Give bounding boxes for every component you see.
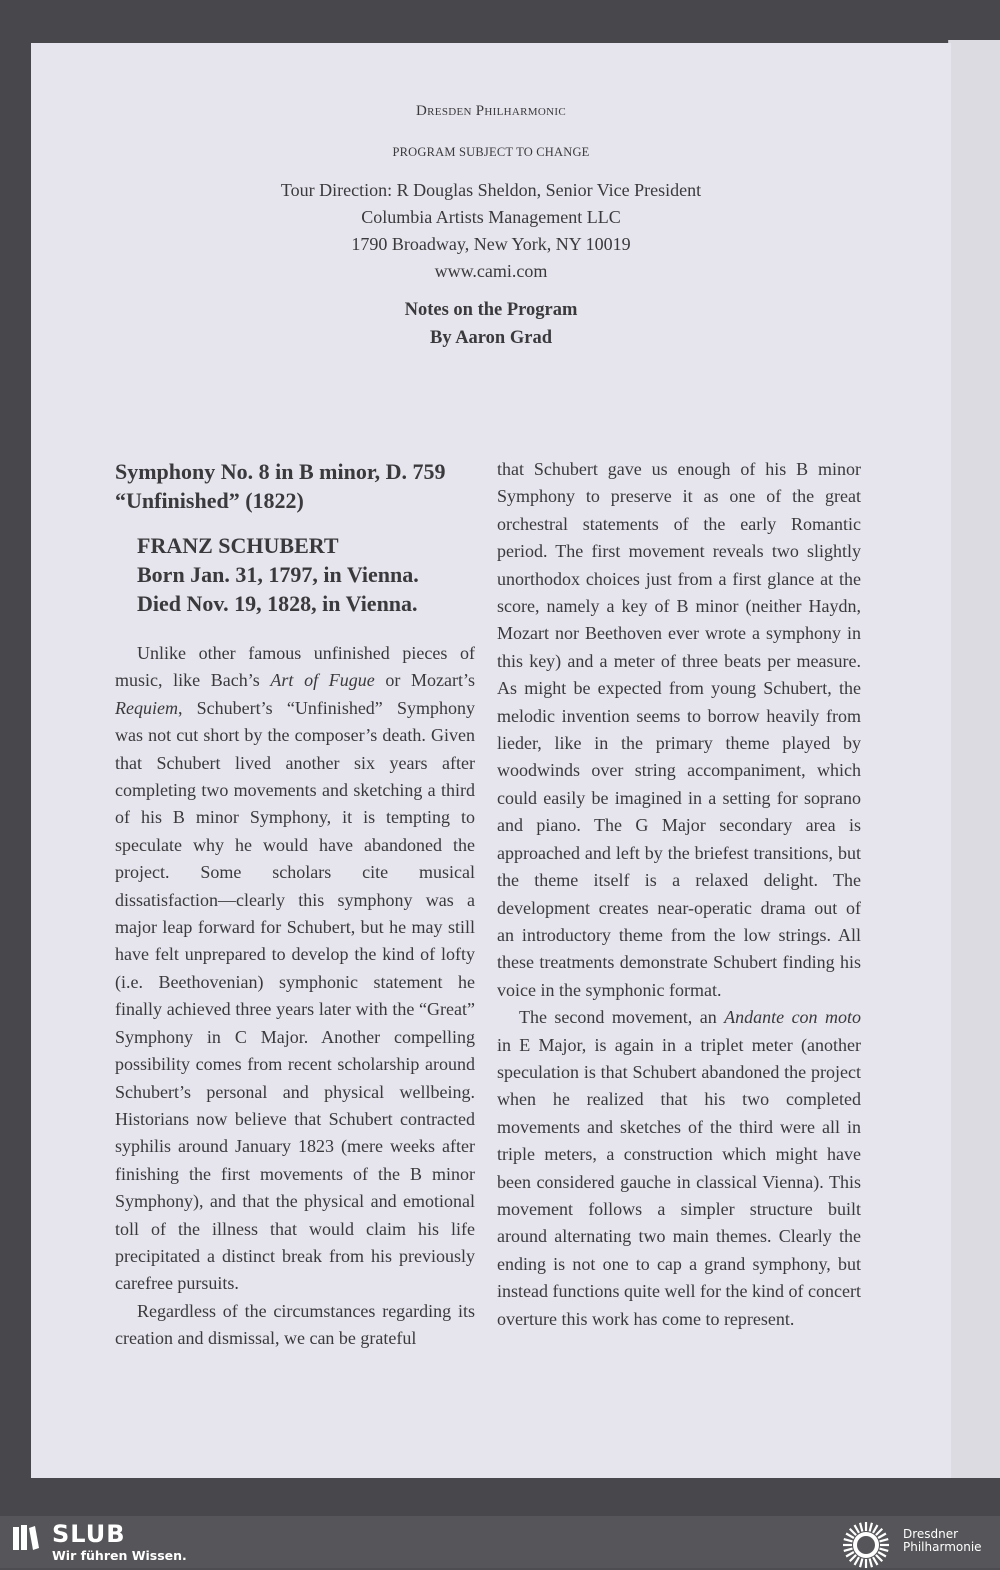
seal-ray: [870, 1523, 872, 1532]
seal-ray: [850, 1555, 856, 1561]
partner-logo-text[interactable]: [903, 1528, 982, 1554]
seal-ray: [880, 1549, 889, 1551]
essay-text: or Mozart’s: [374, 670, 475, 691]
seal-ray: [878, 1534, 886, 1539]
notes-heading: [31, 296, 951, 352]
piece-title-line2: “Unfinished” (1822): [115, 488, 304, 513]
piece-title: [115, 457, 475, 515]
seal-ray: [855, 1557, 860, 1565]
tour-direction-line: Tour Direction: R Douglas Sheldon, Senior Vice President: [280, 180, 702, 200]
left-column: [115, 457, 475, 1353]
book-stack-icon: [12, 1524, 40, 1552]
management-company: Columbia Artists Management LLC: [361, 207, 621, 227]
seal-ray: [873, 1557, 878, 1565]
composer-name: FRANZ SCHUBERT: [137, 533, 339, 558]
viewer-footer: [0, 1516, 1000, 1568]
right-column: [497, 456, 861, 1333]
notes-author: By Aaron Grad: [430, 328, 552, 348]
seal-ray: [850, 1529, 856, 1535]
seal-ray: [844, 1539, 853, 1541]
seal-ray: [855, 1525, 860, 1533]
seal-ray: [844, 1549, 853, 1551]
management-address: 1790 Broadway, New York, NY 10019: [351, 234, 631, 254]
partner-name-line1: Dresdner: [903, 1527, 959, 1541]
orchestra-name: Dresden Philharmonic: [416, 103, 566, 119]
seal-ray: [846, 1552, 854, 1557]
essay-text: in E Major, is again in a triplet meter (another speculation is that Schubert abandoned the project when he realized that his two completed movements and sketches of the third were all in triple meters, a construction which might have been considered gauche in classical Vienna). This movement follows a simpler structure built around alternating two main themes. Clearly the ending is not one to cap a grand symphony, but instead functions quite well for the kind of concert overture this work has come to represent.: [497, 1034, 861, 1329]
essay-text: , Schubert’s “Unfinished” Symphony was not cut short by the composer’s death. Given that Schubert lived another six years after completing two movements and sketching a third of his B minor Symphony, it is tempting to speculate why he would have abandoned the project. Some scholars cite musical dissatisfaction—clearly this symphony was a major leap forward for Schubert, but he may still have felt unprepared to develop the kind of lofty (i.e. Beethovenian) symphonic statement he finally achieved three years later with the “Great” Symphony in C Major. Another compelling possibility comes from recent scholarship around Schubert’s personal and physical wellbeing. Historians now believe that Schubert contracted syphilis around January 1823 (mere weeks after finishing the first movements of the B minor Symphony), and that the physical and emotional toll of the illness that would claim his life precipitated a distinct break from his previously carefree pursuits.: [115, 697, 475, 1294]
notes-title: Notes on the Program: [404, 300, 578, 320]
tempo-marking: Andante con moto: [724, 1007, 861, 1028]
slub-logo-text[interactable]: SLUB: [52, 1520, 126, 1548]
seal-ray: [870, 1559, 872, 1568]
composer-died: Died Nov. 19, 1828, in Vienna.: [137, 591, 418, 616]
essay-text: The second movement, an: [519, 1007, 725, 1028]
seal-ray: [878, 1552, 886, 1557]
essay-paragraph-2-continued: that Schubert gave us enough of his B minor Symphony to preserve it as one of the great orchestral statements of the early Romantic period. The first movement reveals two slightly unorthodox choices just from a first glance at the score, namely a key of B minor (neither Haydn, Mozart nor Beethoven ever wrote a symphony in this key) and a meter of three beats per measure. As might be expected from young Schubert, the melodic invention seems to borrow heavily from lieder, like in the primary theme played by woodwinds over string accompaniment, which could easily be imagined in a setting for soprano and piano. The G Major secondary area is approached and left by the briefest transitions, but the theme itself is a relaxed delight. The development creates near-operatic drama out of an introductory theme from the low strings. All these treatments demonstrate Schubert finding his voice in the symphonic format.: [497, 459, 861, 1000]
essay-paragraph-2: Regardless of the circumstances regarding its creation and dismissal, we can be grateful: [115, 1300, 475, 1349]
starburst-seal-icon: [841, 1520, 891, 1570]
work-title-art-of-fugue: Art of Fugue: [270, 670, 375, 691]
partner-name-line2: Philharmonie: [903, 1540, 982, 1554]
work-title-requiem: Requiem: [115, 697, 178, 718]
program-change-notice: PROGRAM SUBJECT TO CHANGE: [392, 145, 590, 159]
next-page-edge: [948, 40, 1000, 1478]
seal-ray: [876, 1555, 882, 1561]
essay-paragraph-3: [497, 1004, 861, 1333]
essay-paragraph-1: [115, 640, 475, 1298]
seal-ray: [876, 1529, 882, 1535]
essay-text: Unlike other famous unfinished pieces of music, like Bach’s: [115, 643, 475, 691]
seal-ray: [873, 1525, 878, 1533]
program-page: [31, 43, 951, 1478]
composer-block: [137, 531, 475, 618]
seal-ray: [880, 1539, 889, 1541]
seal-ray: [846, 1534, 854, 1539]
slub-tagline: Wir führen Wissen.: [52, 1548, 187, 1563]
seal-ray: [860, 1523, 862, 1532]
management-website: www.cami.com: [434, 261, 548, 281]
piece-title-line1: Symphony No. 8 in B minor, D. 759: [115, 459, 446, 484]
composer-born: Born Jan. 31, 1797, in Vienna.: [137, 562, 419, 587]
tour-direction-block: [31, 177, 951, 285]
seal-ray: [860, 1559, 862, 1568]
